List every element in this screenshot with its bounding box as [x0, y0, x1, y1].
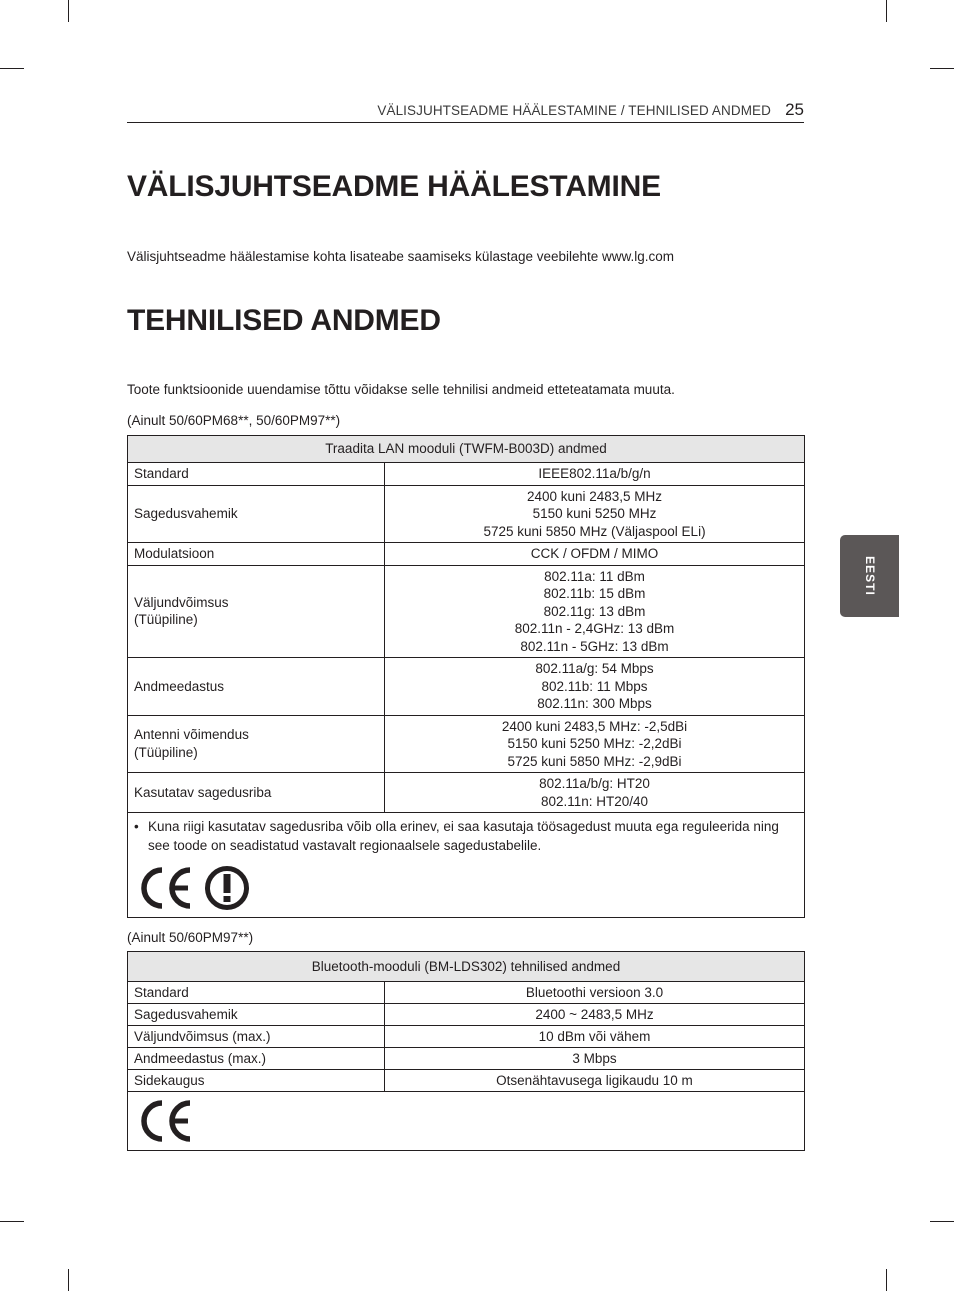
spec-value-line: IEEE802.11a/b/g/n	[538, 466, 651, 481]
spec-label	[128, 485, 385, 543]
bt-models-note: (Ainult 50/60PM97**)	[127, 930, 254, 945]
spec-row	[128, 485, 805, 543]
spec-label	[128, 463, 385, 486]
spec-value	[385, 543, 805, 566]
wlan-certification-logos	[134, 865, 798, 911]
spec-value-line: 5725 kuni 5850 MHz: -2,9dBi	[507, 753, 682, 769]
spec-value	[385, 1026, 805, 1048]
specs-intro: Toote funktsioonide uuendamise tõttu võidakse selle tehnilisi andmeid etteteatamata muuta.	[127, 382, 675, 397]
crop-mark	[0, 68, 24, 69]
bt-table-header-row	[128, 952, 805, 982]
ce-mark-icon	[136, 1099, 194, 1143]
spec-value-line: Otsenähtavusega ligikaudu 10 m	[496, 1072, 693, 1088]
spec-row	[128, 543, 805, 566]
spec-value-line: Bluetoothi versioon 3.0	[525, 984, 664, 1000]
wlan-note-row	[128, 813, 805, 918]
spec-label-line: Väljundvõimsus (max.)	[134, 1028, 271, 1044]
running-header	[127, 100, 804, 123]
bt-logo-row	[128, 1092, 805, 1151]
crop-mark	[930, 1221, 954, 1222]
spec-value-line: 802.11n - 2,4GHz: 13 dBm	[514, 621, 675, 636]
spec-value-line: 802.11a/g: 54 Mbps	[535, 661, 654, 676]
spec-row	[128, 1026, 805, 1048]
crop-mark	[886, 0, 887, 22]
running-header-title: VÄLISJUHTSEADME HÄÄLESTAMINE / TEHNILISED ANDMED	[377, 103, 771, 118]
spec-value-line: 802.11n: 300 Mbps	[537, 696, 652, 711]
crop-mark	[930, 68, 954, 69]
crop-mark	[68, 0, 69, 22]
spec-label-line: Standard	[134, 466, 189, 481]
spec-value-line: 5150 kuni 5250 MHz	[532, 506, 657, 521]
spec-value-line: 802.11b: 15 dBm	[543, 586, 646, 601]
specs-title: TEHNILISED ANDMED	[127, 304, 441, 337]
spec-row	[128, 1004, 805, 1026]
spec-row	[128, 658, 805, 716]
spec-label-line: Andmeedastus	[134, 678, 225, 694]
spec-value-line: 2400 kuni 2483,5 MHz	[526, 488, 663, 504]
spec-label-line: Standard	[134, 984, 189, 1000]
spec-label	[128, 1048, 385, 1070]
spec-value-line: 5150 kuni 5250 MHz: -2,2dBi	[507, 736, 682, 751]
spec-label-line: Antenni võimendus	[134, 727, 249, 743]
bt-certification-logos	[134, 1099, 798, 1143]
bt-logo-cell	[128, 1092, 805, 1151]
bullet-item	[134, 817, 798, 855]
ce-mark-icon	[136, 866, 194, 910]
spec-label	[128, 543, 385, 566]
spec-value-line: 802.11n - 5GHz: 13 dBm	[520, 638, 669, 654]
spec-row	[128, 773, 805, 813]
spec-label-line: Sagedusvahemik	[134, 506, 238, 521]
spec-value	[385, 658, 805, 716]
crop-mark	[0, 1221, 24, 1222]
spec-label	[128, 982, 385, 1004]
bt-table-header: Bluetooth-mooduli (BM-LDS302) tehnilised andmed	[128, 952, 805, 982]
alert-class2-icon	[204, 865, 250, 911]
spec-label-line: Andmeedastus (max.)	[134, 1050, 267, 1066]
spec-label-line: Sidekaugus	[134, 1072, 205, 1088]
bluetooth-spec-table	[127, 951, 805, 1151]
spec-row	[128, 982, 805, 1004]
spec-value-line: 10 dBm või vähem	[538, 1028, 651, 1044]
spec-value-line: 802.11b: 11 Mbps	[541, 678, 648, 694]
wlan-table-header: Traadita LAN mooduli (TWFM-B003D) andmed	[128, 436, 805, 463]
spec-label	[128, 1070, 385, 1092]
spec-label	[128, 565, 385, 658]
spec-value-line: 2400 ~ 2483,5 MHz	[535, 1006, 654, 1022]
spec-value-line: 802.11n: HT20/40	[540, 793, 649, 809]
spec-value	[385, 1070, 805, 1092]
spec-value	[385, 715, 805, 773]
crop-mark	[886, 1269, 887, 1291]
spec-value-line: 802.11a: 11 dBm	[544, 568, 645, 584]
spec-label	[128, 773, 385, 813]
wlan-note-cell	[128, 813, 805, 918]
spec-label	[128, 715, 385, 773]
spec-row	[128, 1070, 805, 1092]
spec-value	[385, 773, 805, 813]
bullet-dot: •	[134, 819, 139, 834]
page-number: 25	[785, 100, 804, 119]
wlan-note-text: Kuna riigi kasutatav sagedusriba võib olla erinev, ei saa kasutaja töösagedust muuta ega reguleerida ning see toode on seadistatud vastavalt regionaalsele sagedustabelile.	[148, 819, 779, 853]
spec-row	[128, 565, 805, 658]
spec-label-line: (Tüüpiline)	[134, 612, 198, 628]
crop-mark	[68, 1269, 69, 1291]
spec-row	[128, 715, 805, 773]
spec-label-line: Kasutatav sagedusriba	[134, 784, 272, 800]
remote-setup-text: Välisjuhtseadme häälestamise kohta lisateabe saamiseks külastage veebilehte www.lg.com	[127, 249, 675, 264]
wlan-spec-table	[127, 435, 805, 918]
language-tab-label: EESTI	[862, 556, 877, 596]
spec-value-line: 802.11g: 13 dBm	[543, 603, 646, 619]
spec-value-line: 802.11a/b/g: HT20	[539, 776, 650, 791]
spec-label	[128, 658, 385, 716]
spec-value	[385, 1048, 805, 1070]
spec-label-line: (Tüüpiline)	[134, 744, 198, 760]
spec-label	[128, 1004, 385, 1026]
spec-value-line: CCK / OFDM / MIMO	[530, 546, 659, 561]
spec-label-line: Sagedusvahemik	[134, 1006, 238, 1022]
remote-setup-title: VÄLISJUHTSEADME HÄÄLESTAMINE	[127, 170, 661, 203]
spec-value	[385, 485, 805, 543]
spec-value	[385, 565, 805, 658]
spec-label	[128, 1026, 385, 1048]
wlan-table-header-row	[128, 436, 805, 463]
spec-value	[385, 463, 805, 486]
spec-value	[385, 1004, 805, 1026]
spec-value-line: 3 Mbps	[572, 1050, 617, 1066]
spec-value	[385, 982, 805, 1004]
spec-value-line: 5725 kuni 5850 MHz (Väljaspool ELi)	[483, 523, 706, 539]
spec-label-line: Modulatsioon	[134, 546, 215, 561]
spec-value-line: 2400 kuni 2483,5 MHz: -2,5dBi	[501, 718, 688, 734]
wlan-models-note: (Ainult 50/60PM68**, 50/60PM97**)	[127, 413, 341, 428]
spec-row	[128, 1048, 805, 1070]
spec-label-line: Väljundvõimsus	[134, 594, 229, 610]
spec-row	[128, 463, 805, 486]
language-tab	[840, 535, 899, 617]
